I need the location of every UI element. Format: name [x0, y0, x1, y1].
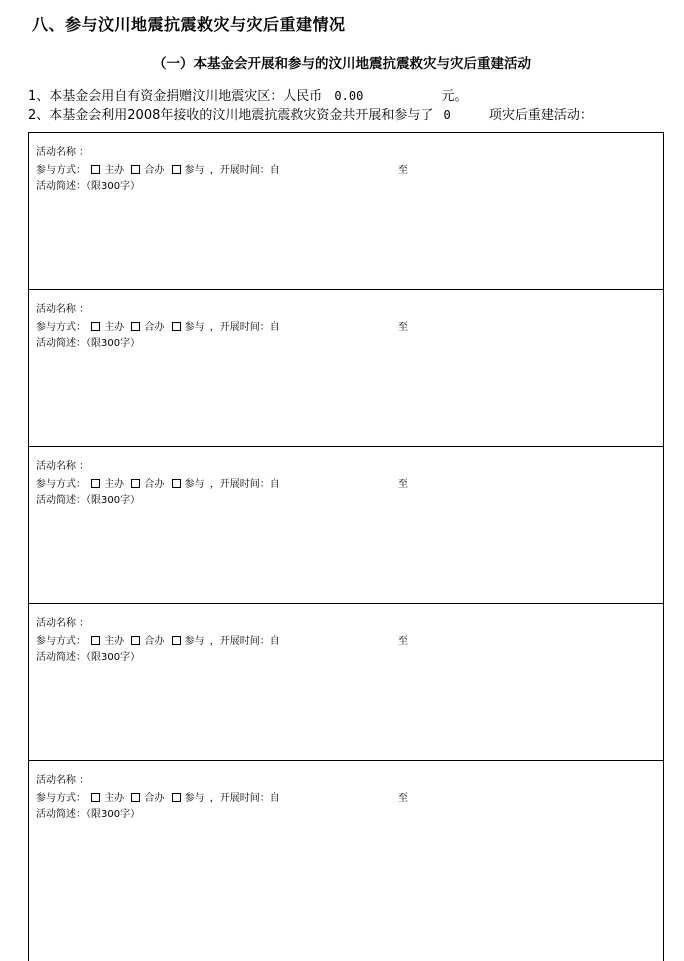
host-checkbox[interactable] — [91, 479, 100, 488]
activity-name-row — [36, 771, 89, 786]
activity-description-row — [36, 648, 140, 663]
donation-label: 1、本基金会用自有资金捐赠汶川地震灾区：人民币 — [28, 89, 323, 104]
end-time-label: 至 — [398, 479, 408, 490]
activity-description-label: 活动简述：（限300字） — [36, 652, 141, 663]
participate-label: 参与 — [184, 636, 205, 647]
host-label: 主办 — [104, 636, 125, 647]
activity-block — [28, 447, 664, 604]
activity-description-row — [36, 177, 140, 192]
activity-description-row — [36, 805, 140, 820]
activity-block — [28, 761, 664, 961]
end-time-label: 至 — [398, 636, 408, 647]
activity-name-row — [36, 457, 89, 472]
activity-name-row — [36, 300, 89, 315]
participation-row — [36, 789, 280, 804]
cohost-checkbox[interactable] — [131, 322, 140, 331]
host-label: 主办 — [104, 479, 125, 490]
participate-checkbox[interactable] — [172, 479, 181, 488]
participate-label: 参与 — [184, 322, 205, 333]
participation-mode-label: 参与方式： — [36, 636, 86, 647]
end-time-label: 至 — [398, 793, 408, 804]
start-time-label: ，开展时间：自 — [209, 165, 280, 176]
participate-checkbox[interactable] — [172, 165, 181, 174]
activity-name-row — [36, 143, 89, 158]
start-time-label: ，开展时间：自 — [209, 479, 280, 490]
subsection-title: （一）本基金会开展和参与的汶川地震抗震救灾与灾后重建活动 — [153, 56, 531, 72]
activity-name-label: 活动名称 ： — [36, 304, 90, 315]
participation-mode-label: 参与方式： — [36, 479, 86, 490]
start-time-label: ，开展时间：自 — [209, 636, 280, 647]
activity-count-value: 0 — [443, 108, 451, 122]
section-title: 八、参与汶川地震抗震救灾与灾后重建情况 — [32, 15, 346, 34]
participation-row — [36, 161, 280, 176]
participation-mode-label: 参与方式： — [36, 793, 86, 804]
participate-checkbox[interactable] — [172, 322, 181, 331]
activity-description-label: 活动简述：（限300字） — [36, 338, 141, 349]
activity-description-row — [36, 334, 140, 349]
activity-description-label: 活动简述：（限300字） — [36, 495, 141, 506]
host-checkbox[interactable] — [91, 793, 100, 802]
activity-name-label: 活动名称 ： — [36, 147, 90, 158]
host-label: 主办 — [104, 165, 125, 176]
donation-amount: 0.00 — [334, 89, 364, 103]
participation-row — [36, 632, 280, 647]
activity-name-row — [36, 614, 89, 629]
activity-block — [28, 133, 664, 290]
activity-description-label: 活动简述：（限300字） — [36, 809, 141, 820]
participation-row — [36, 475, 280, 490]
activity-table — [28, 132, 664, 961]
cohost-checkbox[interactable] — [131, 793, 140, 802]
participate-label: 参与 — [184, 165, 205, 176]
start-time-label: ，开展时间：自 — [209, 793, 280, 804]
activity-count-suffix: 项灾后重建活动： — [488, 108, 593, 123]
activity-count-label: 2、本基金会利用2008年接收的汶川地震抗震救灾资金共开展和参与了 — [28, 108, 434, 123]
participate-checkbox[interactable] — [172, 636, 181, 645]
participate-label: 参与 — [184, 793, 205, 804]
host-checkbox[interactable] — [91, 322, 100, 331]
activity-description-label: 活动简述：（限300字） — [36, 181, 141, 192]
participation-mode-label: 参与方式： — [36, 165, 86, 176]
cohost-checkbox[interactable] — [131, 636, 140, 645]
activity-name-label: 活动名称 ： — [36, 618, 90, 629]
activity-count-line — [28, 104, 593, 123]
activity-name-label: 活动名称 ： — [36, 775, 90, 786]
participation-row — [36, 318, 280, 333]
activity-name-label: 活动名称 ： — [36, 461, 90, 472]
host-checkbox[interactable] — [91, 165, 100, 174]
participation-mode-label: 参与方式： — [36, 322, 86, 333]
end-time-label: 至 — [398, 322, 408, 333]
participate-label: 参与 — [184, 479, 205, 490]
donation-line — [28, 85, 467, 104]
cohost-checkbox[interactable] — [131, 479, 140, 488]
cohost-label: 合办 — [144, 165, 165, 176]
host-label: 主办 — [104, 793, 125, 804]
cohost-label: 合办 — [144, 322, 165, 333]
activity-block — [28, 604, 664, 761]
cohost-label: 合办 — [144, 636, 165, 647]
end-time-label: 至 — [398, 165, 408, 176]
donation-unit: 元。 — [441, 89, 468, 104]
participate-checkbox[interactable] — [172, 793, 181, 802]
activity-description-row — [36, 491, 140, 506]
host-checkbox[interactable] — [91, 636, 100, 645]
start-time-label: ，开展时间：自 — [209, 322, 280, 333]
cohost-label: 合办 — [144, 793, 165, 804]
host-label: 主办 — [104, 322, 125, 333]
activity-block — [28, 290, 664, 447]
cohost-label: 合办 — [144, 479, 165, 490]
cohost-checkbox[interactable] — [131, 165, 140, 174]
